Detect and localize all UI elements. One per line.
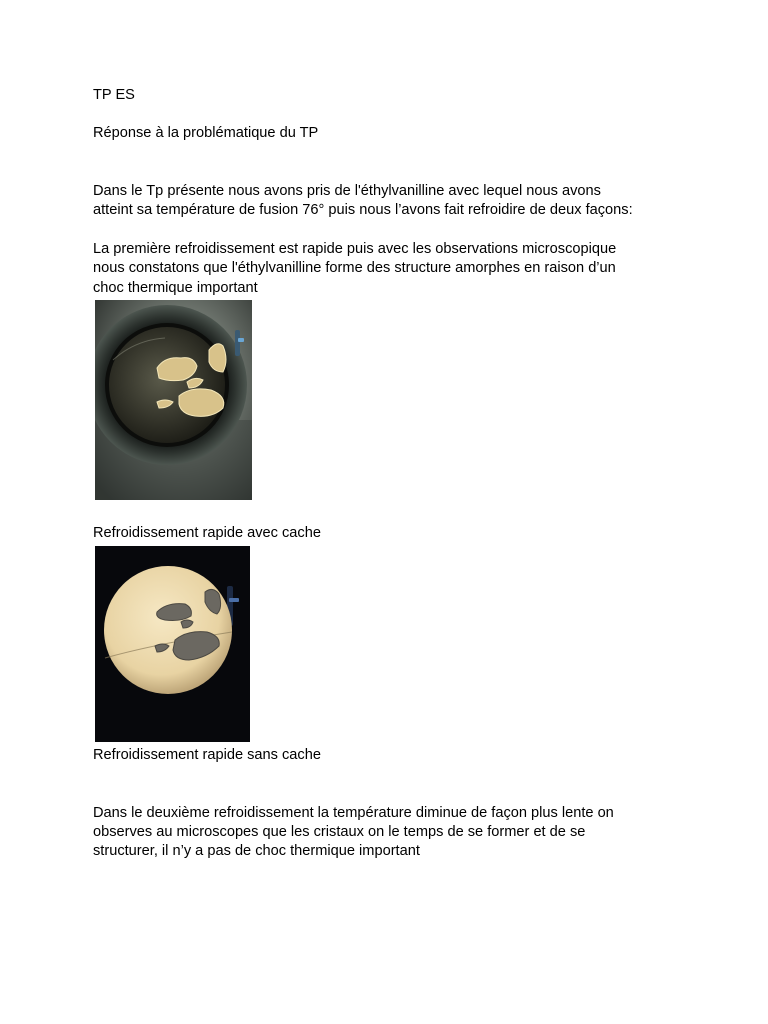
first-cooling-line: choc thermique important <box>93 280 258 296</box>
second-cooling-line: Dans le deuxième refroidissement la température diminue de façon plus lente on <box>93 805 614 821</box>
intro-line: atteint sa température de fusion 76° puis nous l’avons fait refroidire de deux façons: <box>93 202 633 218</box>
microscope-photo-with-cache <box>95 300 252 500</box>
first-cooling-line: nous constatons que l'éthylvanilline forme des structure amorphes en raison d’un <box>93 260 616 276</box>
intro-line: Dans le Tp présente nous avons pris de l'éthylvanilline avec lequel nous avons <box>93 183 601 199</box>
document-subtitle: Réponse à la problématique du TP <box>93 125 319 141</box>
first-cooling-line: La première refroidissement est rapide puis avec les observations microscopique <box>93 241 617 257</box>
caption-without-cache: Refroidissement rapide sans cache <box>93 747 321 763</box>
caption-with-cache: Refroidissement rapide avec cache <box>93 525 321 541</box>
document-title: TP ES <box>93 87 135 103</box>
second-cooling-line: observes au microscopes que les cristaux on le temps de se former et de se <box>93 824 586 840</box>
second-cooling-line: structurer, il n’y a pas de choc thermique important <box>93 843 420 859</box>
microscope-photo-without-cache <box>95 546 250 742</box>
